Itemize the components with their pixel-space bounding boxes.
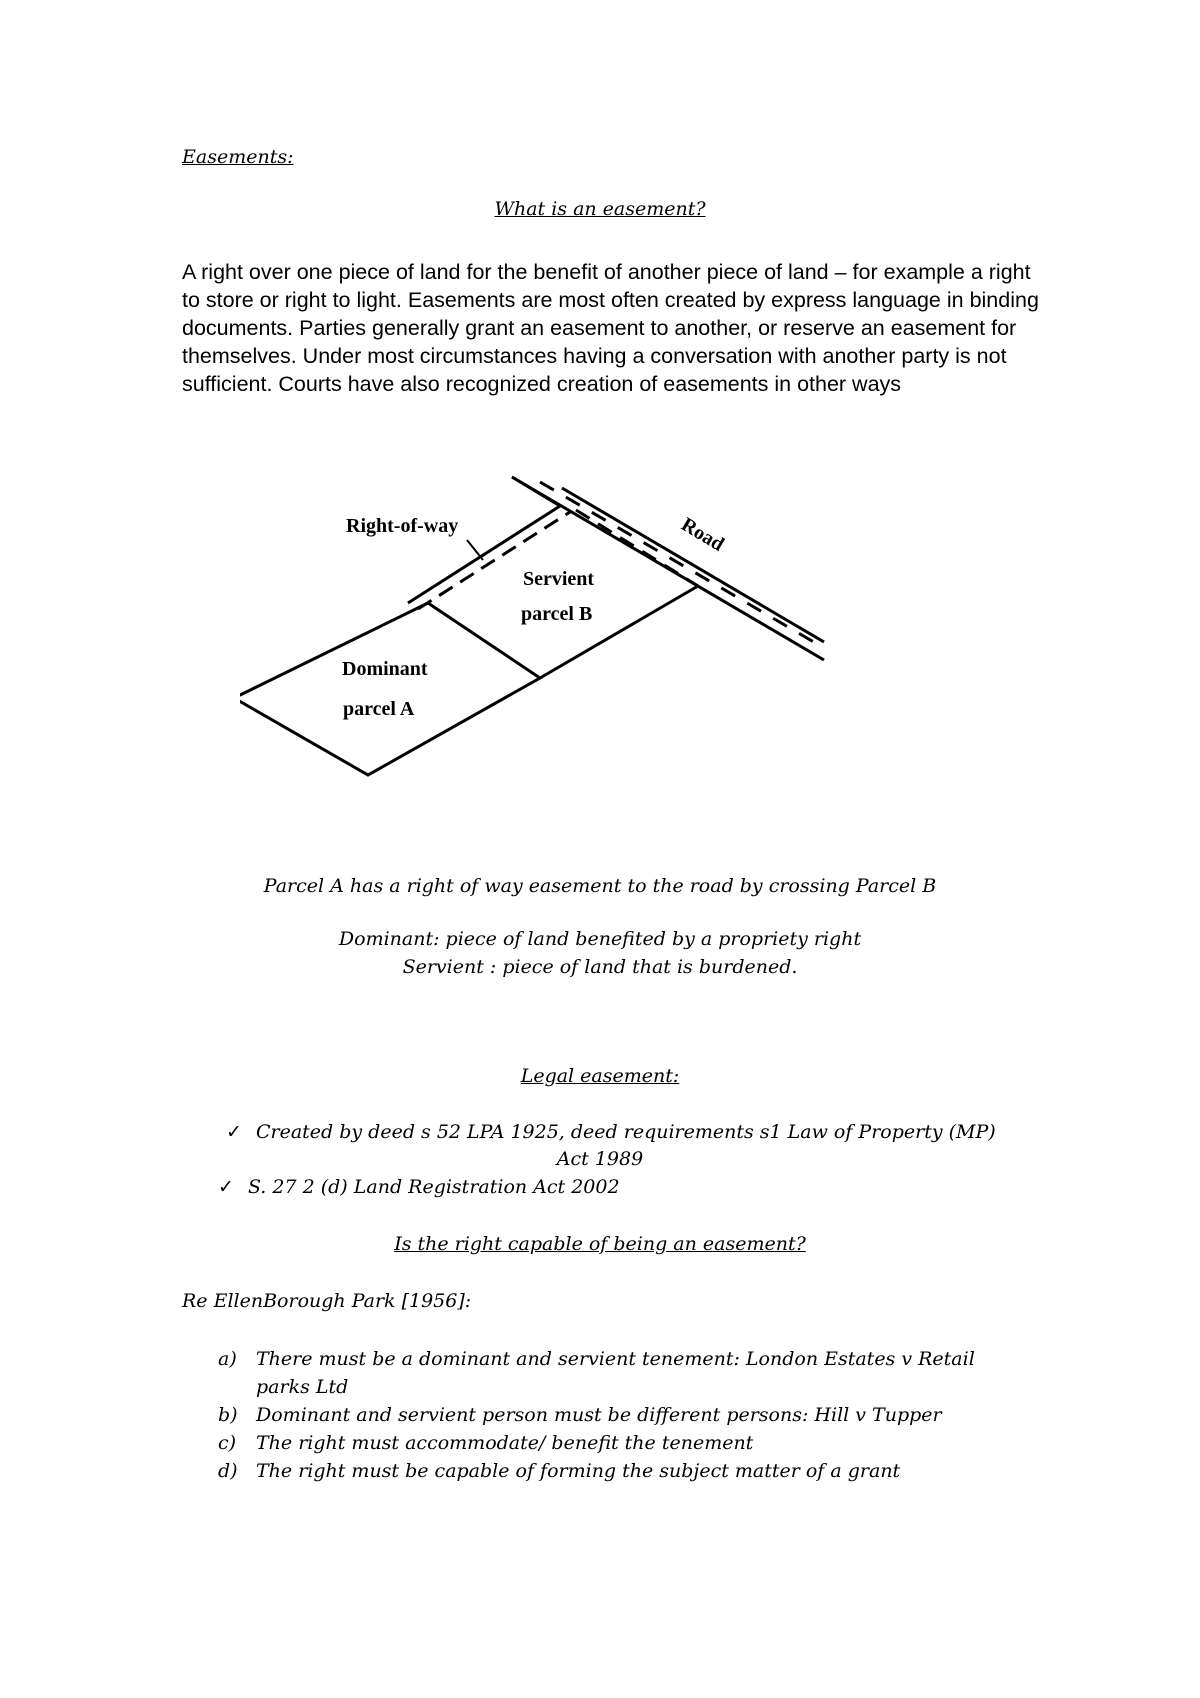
servient-label-line1: Servient: [523, 568, 595, 590]
list-item: d) The right must be capable of forming the subject matter of a grant: [218, 1460, 901, 1482]
legal-item-1-continued: Act 1989: [556, 1148, 644, 1170]
case-name: Re EllenBorough Park [1956]:: [182, 1290, 472, 1312]
dominant-parcel-outline: [240, 603, 540, 775]
capable-heading: Is the right capable of being an easement?: [394, 1233, 806, 1255]
diagram-caption: Parcel A has a right of way easement to the road by crossing Parcel B: [263, 875, 937, 897]
right-of-way-arrow: [467, 540, 483, 560]
servient-label-line2: parcel B: [521, 603, 593, 625]
list-item: c) The right must accommodate/ benefit the tenement: [218, 1432, 754, 1454]
section-question: What is an easement?: [494, 198, 706, 220]
right-of-way-label: Right-of-way: [346, 515, 459, 537]
dominant-label-line2: parcel A: [343, 698, 415, 720]
servient-parcel-outline: [540, 586, 698, 678]
checkmark-icon: ✓: [226, 1121, 242, 1143]
page-heading: Easements:: [182, 146, 294, 168]
easement-diagram: [240, 470, 920, 850]
legal-item-1: ✓ Created by deed s 52 LPA 1925, deed requirements s1 Law of Property (MP): [226, 1121, 996, 1143]
legal-easement-heading: Legal easement:: [520, 1065, 680, 1087]
definition-paragraph: A right over one piece of land for the benefit of another piece of land – for example a right to store or right to light. Easements are most often created by express language in binding documents. Parties generally grant an easement to another, or reserve an easement for themselves. Under most circumstances having a conversation with another party is not sufficient. Courts have also recognized creation of easements in other ways: [182, 260, 1039, 396]
checkmark-icon: ✓: [218, 1176, 234, 1198]
dominant-definition: Dominant: piece of land benefited by a propriety right: [338, 928, 862, 950]
dominant-label-line1: Dominant: [342, 658, 428, 680]
list-item: parks Ltd: [256, 1376, 349, 1398]
servient-definition: Servient : piece of land that is burdened.: [402, 956, 798, 978]
road-label: Road: [677, 513, 728, 556]
list-item: b) Dominant and servient person must be different persons: Hill v Tupper: [218, 1404, 942, 1426]
road-edge-inner: [562, 488, 824, 642]
list-item: a) There must be a dominant and servient tenement: London Estates v Retail: [218, 1348, 975, 1370]
legal-item-2: ✓ S. 27 2 (d) Land Registration Act 2002: [218, 1176, 620, 1198]
